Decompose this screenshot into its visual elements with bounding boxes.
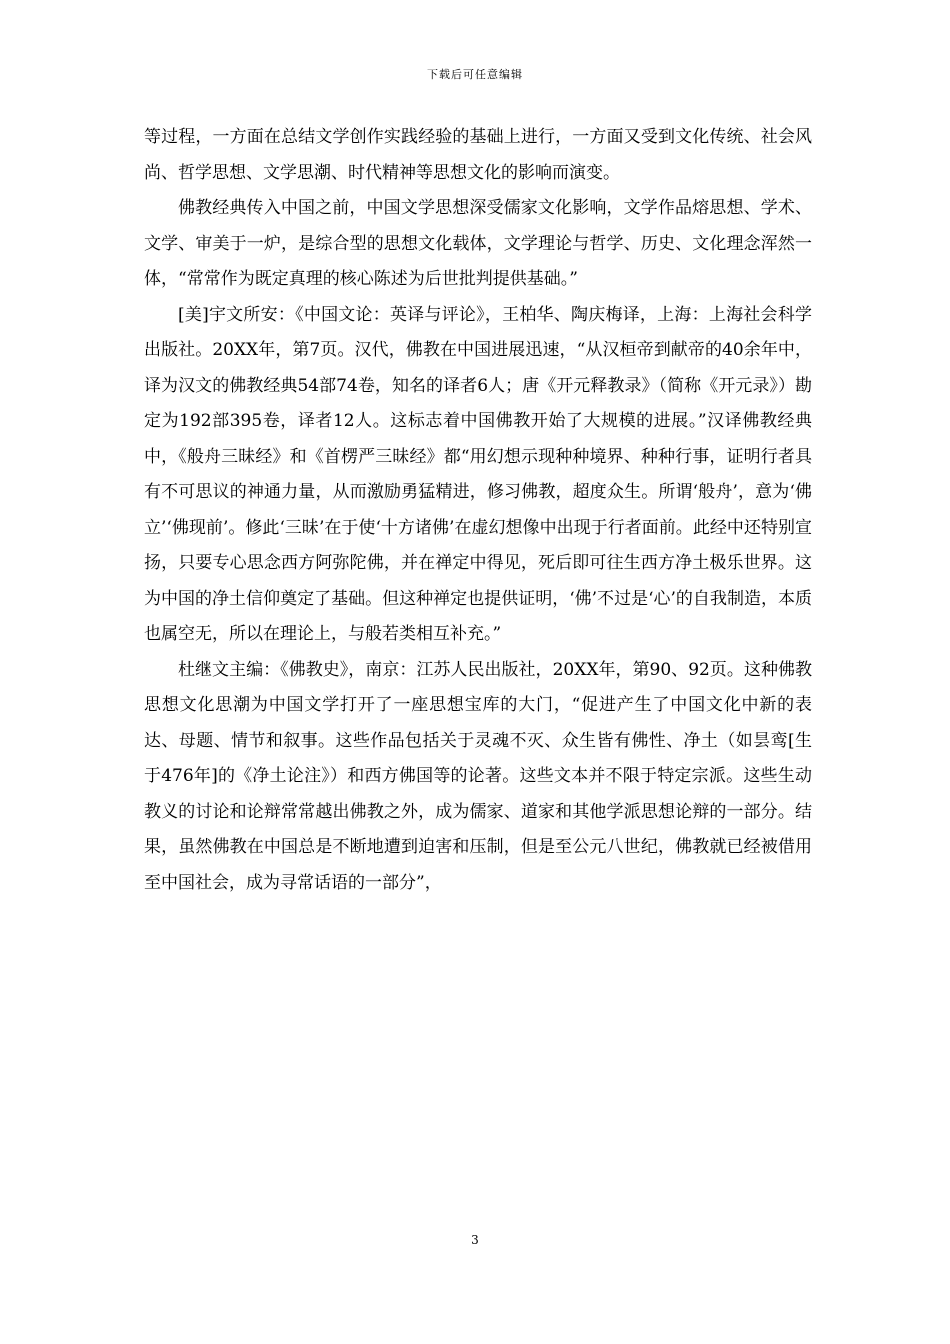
paragraph-1: 等过程，一方面在总结文学创作实践经验的基础上进行，一方面又受到文化传统、社会风尚、哲学思想、文学思潮、时代精神等思想文化的影响而演变。 (144, 127, 812, 183)
paragraph-3: [美]宇文所安：《中国文论：英译与评论》，王柏华、陶庆梅译，上海：上海社会科学出版社。20XX年，第7页。汉代，佛教在中国进展迅速，“从汉桓帝到献帝的40余年中，译为汉文的佛教经典54部74卷，知名的译者6人；唐《开元释教录》（简称《开元录》）勘定为192部395卷，译者12人。这标志着中国佛教开始了大规模的进展。”汉译佛教经典中，《般舟三昧经》和《首楞严三昧经》都“用幻想示现种种境界、种种行事，证明行者具有不可思议的神通力量，从而激励勇猛精进，修习佛教，超度众生。所谓‘般舟’，意为‘佛立’‘佛现前’。修此‘三昧’在于使‘十方诸佛’在虚幻想像中出现于行者面前。此经中还特别宣扬，只要专心思念西方阿弥陀佛，并在禅定中得见，死后即可往生西方净土极乐世界。这为中国的净土信仰奠定了基础。但这种禅定也提供证明，‘佛’不过是‘心’的自我制造，本质也属空无，所以在理论上，与般若类相互补充。” (144, 304, 812, 644)
page-header: 下载后可任意编辑 (427, 68, 523, 81)
paragraph-2: 佛教经典传入中国之前，中国文学思想深受儒家文化影响，文学作品熔思想、学术、文学、审美于一炉，是综合型的思想文化载体，文学理论与哲学、历史、文化理念浑然一体，“常常作为既定真理的核心陈述为后世批判提供基础。” (144, 198, 812, 289)
page-number: 3 (471, 1233, 479, 1247)
paragraph-4: 杜继文主编：《佛教史》，南京：江苏人民出版社，20XX年，第90、92页。这种佛教思想文化思潮为中国文学打开了一座思想宝库的大门，“促进产生了中国文化中新的表达、母题、情节和叙事。这些作品包括关于灵魂不灭、众生皆有佛性、净土（如昙鸾[生于476年]的《净土论注》）和西方佛国等的论著。这些文本并不限于特定宗派。这些生动教义的讨论和论辩常常越出佛教之外，成为儒家、道家和其他学派思想论辩的一部分。结果，虽然佛教在中国总是不断地遭到迫害和压制，但是至公元八世纪，佛教就已经被借用至中国社会，成为寻常话语的一部分”， (144, 659, 812, 893)
body-text (144, 120, 812, 901)
